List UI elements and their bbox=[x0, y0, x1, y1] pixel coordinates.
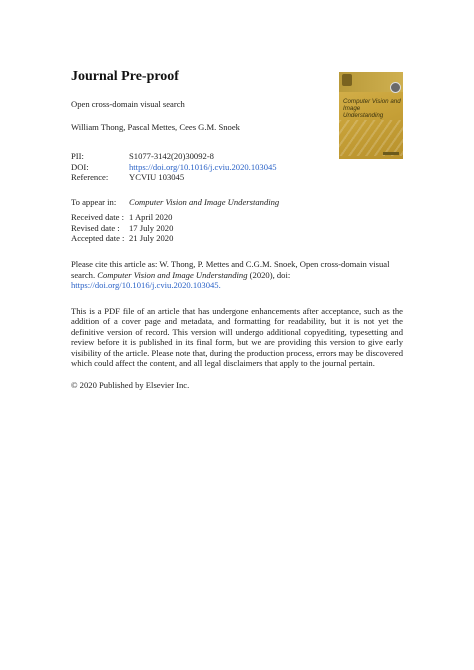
metadata-block bbox=[71, 151, 277, 183]
accepted-value: 21 July 2020 bbox=[129, 233, 174, 244]
citation-year: (2020), doi: bbox=[249, 269, 291, 280]
citation-paragraph bbox=[71, 259, 403, 291]
to-appear-label: To appear in: bbox=[71, 197, 117, 207]
to-appear-row bbox=[71, 197, 279, 207]
journal-pre-proof-heading: Journal Pre-proof bbox=[71, 69, 179, 84]
elsevier-logo-icon bbox=[342, 74, 352, 86]
citation-prefix: Please cite this article as: W. Thong, P. Mettes and C.G.M. Snoek, Open cross-domain visual search. bbox=[71, 259, 390, 280]
cover-title: Computer Vision and Image Understanding bbox=[343, 98, 401, 119]
accepted-label: Accepted date : bbox=[71, 233, 125, 244]
received-label: Received date : bbox=[71, 212, 124, 222]
citation-journal: Computer Vision and Image Understanding bbox=[97, 269, 248, 280]
pii-label: PII: bbox=[71, 151, 84, 161]
journal-name: Computer Vision and Image Understanding bbox=[129, 197, 280, 207]
doi-link[interactable]: https://doi.org/10.1016/j.cviu.2020.103045 bbox=[129, 161, 277, 172]
cover-footer-mark bbox=[383, 152, 399, 155]
revised-label: Revised date : bbox=[71, 222, 120, 233]
pii-value: S1077-3142(20)30092-8 bbox=[129, 151, 214, 161]
pii-row bbox=[71, 151, 277, 162]
received-value: 1 April 2020 bbox=[129, 212, 173, 222]
citation-doi-link[interactable]: https://doi.org/10.1016/j.cviu.2020.103045. bbox=[71, 280, 221, 291]
authors: William Thong, Pascal Mettes, Cees G.M. Snoek bbox=[71, 122, 240, 132]
cover-pattern bbox=[339, 120, 403, 156]
dates-block bbox=[71, 212, 173, 244]
reference-label: Reference: bbox=[71, 172, 109, 183]
revised-row bbox=[71, 223, 173, 234]
accepted-row bbox=[71, 233, 173, 244]
article-title: Open cross-domain visual search bbox=[71, 99, 185, 109]
reference-row bbox=[71, 172, 277, 183]
doi-label: DOI: bbox=[71, 161, 89, 172]
cover-disc-icon bbox=[390, 82, 401, 93]
pre-proof-notice: This is a PDF file of an article that has undergone enhancements after acceptance, such as the addition of a cover page and metadata, and formatting for readability, but it is not yet the definitive version of record. This version will undergo additional copyediting, typesetting and review before it is published in its final form, but we are providing this version to give early visibility of the article. Please note that, during the production process, errors may be discovered which could affect the content, and all legal disclaimers that apply to the journal pertain. bbox=[71, 306, 403, 369]
doi-row bbox=[71, 162, 277, 173]
copyright-line: © 2020 Published by Elsevier Inc. bbox=[71, 380, 190, 390]
journal-cover-image bbox=[339, 72, 403, 159]
revised-value: 17 July 2020 bbox=[129, 222, 174, 233]
reference-value: YCVIU 103045 bbox=[129, 172, 185, 183]
received-row bbox=[71, 212, 173, 223]
